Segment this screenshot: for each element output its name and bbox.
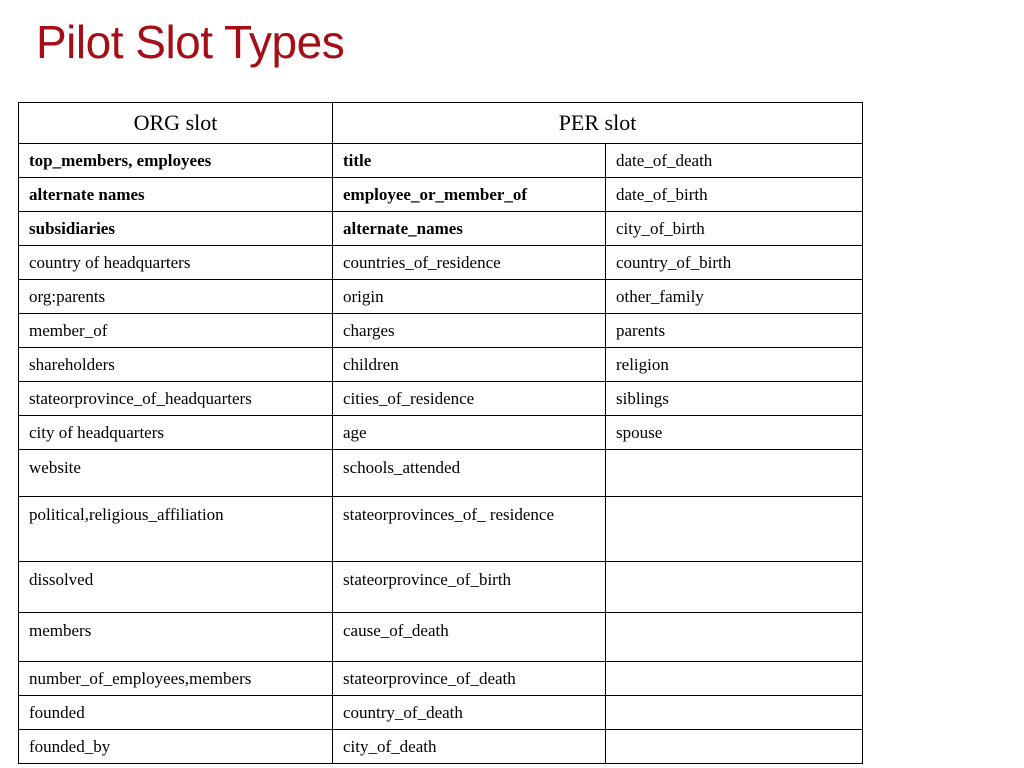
per-slot-cell: alternate_names [333, 212, 606, 246]
org-slot-cell: website [19, 450, 333, 497]
per-slot-cell: origin [333, 280, 606, 314]
per-slot-cell [606, 613, 863, 662]
org-slot-header: ORG slot [19, 103, 333, 144]
per-slot-cell: parents [606, 314, 863, 348]
org-slot-cell: political,religious_affiliation [19, 497, 333, 562]
org-slot-cell: org:parents [19, 280, 333, 314]
per-slot-cell [606, 450, 863, 497]
per-slot-cell: charges [333, 314, 606, 348]
table-row [19, 696, 863, 730]
table-header-row [19, 103, 863, 144]
per-slot-cell: countries_of_residence [333, 246, 606, 280]
table-row [19, 212, 863, 246]
org-slot-cell: member_of [19, 314, 333, 348]
org-slot-cell: dissolved [19, 562, 333, 613]
table-row [19, 280, 863, 314]
per-slot-cell: cities_of_residence [333, 382, 606, 416]
org-slot-cell: stateorprovince_of_headquarters [19, 382, 333, 416]
per-slot-cell: stateorprovince_of_death [333, 662, 606, 696]
org-slot-cell: founded [19, 696, 333, 730]
table-row [19, 382, 863, 416]
table-row [19, 613, 863, 662]
per-slot-cell: city_of_birth [606, 212, 863, 246]
per-slot-cell: schools_attended [333, 450, 606, 497]
org-slot-cell: top_members, employees [19, 144, 333, 178]
org-slot-cell: number_of_employees,members [19, 662, 333, 696]
slot-types-table [18, 102, 863, 764]
per-slot-cell [606, 497, 863, 562]
table-row [19, 416, 863, 450]
table-row [19, 144, 863, 178]
per-slot-cell [606, 730, 863, 764]
org-slot-cell: shareholders [19, 348, 333, 382]
table-row [19, 562, 863, 613]
per-slot-cell: spouse [606, 416, 863, 450]
table-row [19, 662, 863, 696]
per-slot-cell [606, 562, 863, 613]
per-slot-cell: date_of_birth [606, 178, 863, 212]
org-slot-cell: subsidiaries [19, 212, 333, 246]
table-row [19, 314, 863, 348]
per-slot-cell: other_family [606, 280, 863, 314]
org-slot-cell: alternate names [19, 178, 333, 212]
table-row [19, 730, 863, 764]
org-slot-cell: city of headquarters [19, 416, 333, 450]
per-slot-cell [606, 696, 863, 730]
table-row [19, 348, 863, 382]
per-slot-cell [606, 662, 863, 696]
per-slot-cell: country_of_birth [606, 246, 863, 280]
table-row [19, 178, 863, 212]
per-slot-cell: stateorprovinces_of_ residence [333, 497, 606, 562]
table-row [19, 497, 863, 562]
table-row [19, 246, 863, 280]
per-slot-cell: date_of_death [606, 144, 863, 178]
page-title: Pilot Slot Types [36, 16, 345, 68]
per-slot-cell: country_of_death [333, 696, 606, 730]
per-slot-cell: cause_of_death [333, 613, 606, 662]
per-slot-cell: religion [606, 348, 863, 382]
org-slot-cell: members [19, 613, 333, 662]
org-slot-cell: founded_by [19, 730, 333, 764]
per-slot-cell: city_of_death [333, 730, 606, 764]
per-slot-cell: employee_or_member_of [333, 178, 606, 212]
per-slot-cell: siblings [606, 382, 863, 416]
per-slot-cell: children [333, 348, 606, 382]
per-slot-cell: age [333, 416, 606, 450]
per-slot-cell: stateorprovince_of_birth [333, 562, 606, 613]
per-slot-header: PER slot [333, 103, 863, 144]
per-slot-cell: title [333, 144, 606, 178]
org-slot-cell: country of headquarters [19, 246, 333, 280]
table-row [19, 450, 863, 497]
